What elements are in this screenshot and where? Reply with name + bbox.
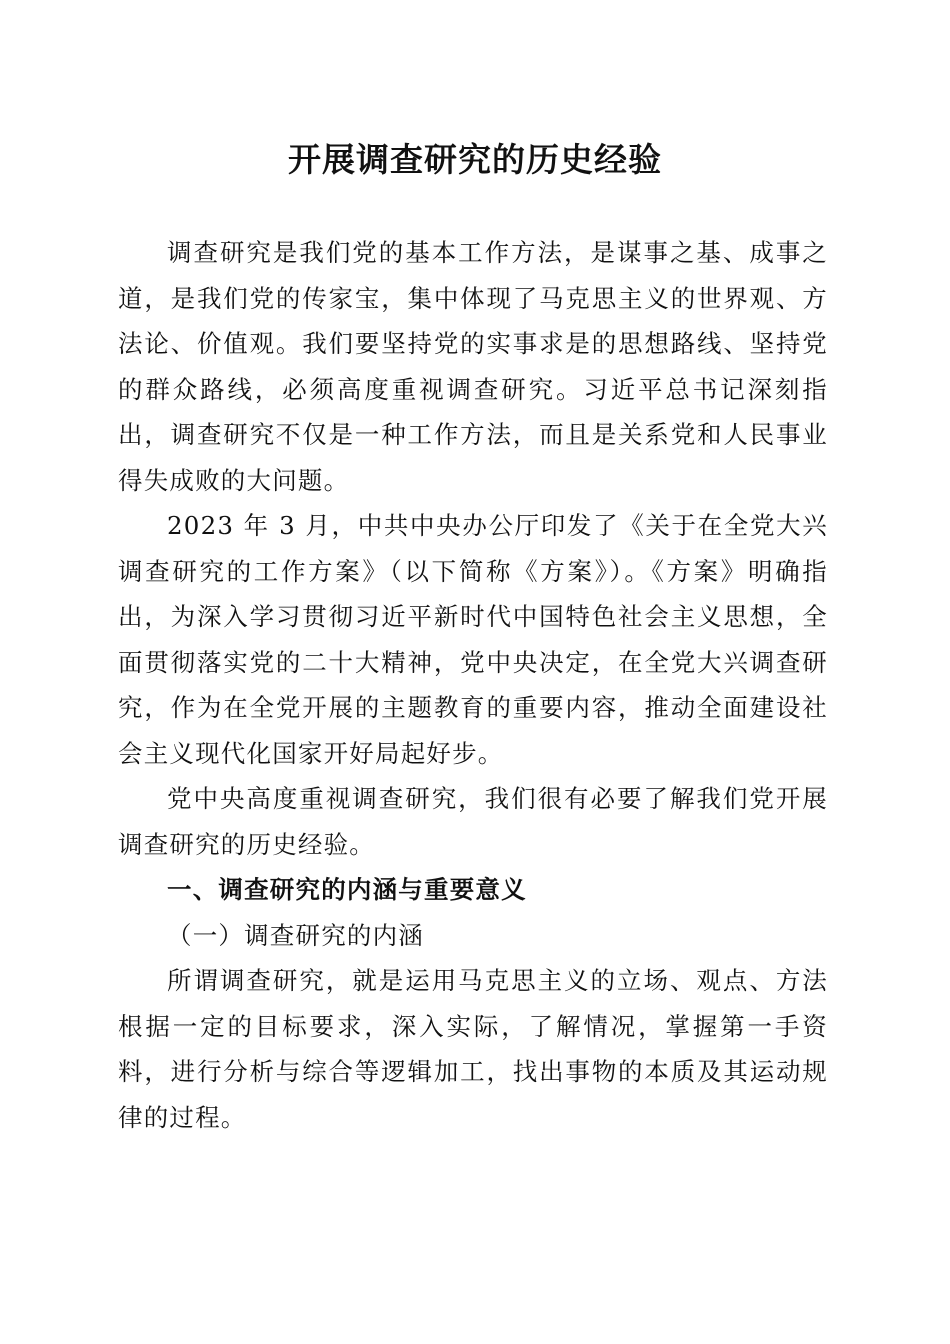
paragraph-importance: 党中央高度重视调查研究，我们很有必要了解我们党开展调查研究的历史经验。 [118, 784, 828, 859]
document-body [118, 230, 828, 1140]
section-heading: 一、调查研究的内涵与重要意义 [167, 875, 527, 904]
paragraph-plan: 2023 年 3 月，中共中央办公厅印发了《关于在全党大兴调查研究的工作方案》（以下简称《方案》）。《方案》明确指出，为深入学习贯彻习近平新时代中国特色社会主义思想，全面贯彻落实党的二十大精神，党中央决定，在全党大兴调查研究，作为在全党开展的主题教育的重要内容，推动全面建设社会主义现代化国家开好局起好步。 [118, 511, 828, 768]
paragraph-intro: 调查研究是我们党的基本工作方法，是谋事之基、成事之道，是我们党的传家宝，集中体现了马克思主义的世界观、方法论、价值观。我们要坚持党的实事求是的思想路线、坚持党的群众路线，必须高度重视调查研究。习近平总书记深刻指出，调查研究不仅是一种工作方法，而且是关系党和人民事业得失成败的大问题。 [118, 238, 828, 495]
paragraph-definition: 所谓调查研究，就是运用马克思主义的立场、观点、方法根据一定的目标要求，深入实际，了解情况，掌握第一手资料，进行分析与综合等逻辑加工，找出事物的本质及其运动规律的过程。 [118, 966, 828, 1132]
subsection-heading: （一）调查研究的内涵 [167, 920, 424, 950]
document-title: 开展调查研究的历史经验 [288, 140, 662, 179]
